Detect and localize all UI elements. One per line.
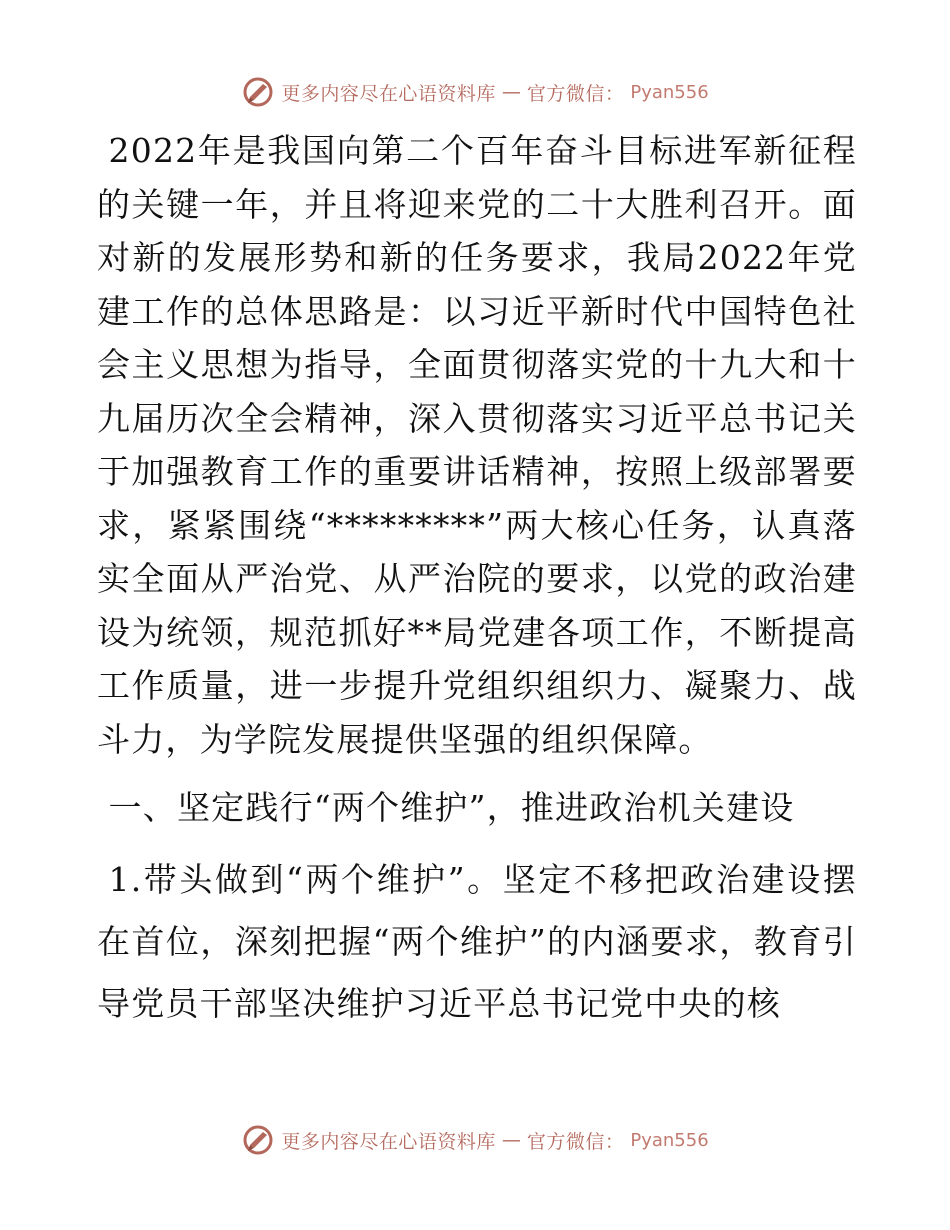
- paragraph-intro: 2022年是我国向第二个百年奋斗目标进军新征程的关键一年，并且将迎来党的二十大胜利召开。面对新的发展形势和新的任务要求，我局2022年党建工作的总体思路是：以习近平新时代中国特色社会主义思想为指导，全面贯彻落实党的十九大和十九届历次全会精神，深入贯彻落实习近平总书记关于加强教育工作的重要讲话精神，按照上级部署要求，紧紧围绕“*********”两大核心任务，认真落实全面从严治党、从严治院的要求，以党的政治建设为统领，规范抓好**局党建各项工作，不断提高工作质量，进一步提升党组织组织力、凝聚力、战斗力，为学院发展提供坚强的组织保障。: [97, 131, 857, 759]
- watermark-handle: Pyan556: [630, 81, 709, 103]
- watermark-text: 更多内容尽在心语资料库: [281, 82, 496, 105]
- document-body: [97, 124, 857, 1035]
- watermark-separator: —: [501, 1129, 521, 1151]
- pen-circle-logo-icon: [241, 75, 275, 109]
- pen-circle-logo-icon: [241, 1123, 275, 1157]
- watermark-separator: —: [501, 81, 521, 103]
- watermark-handle: Pyan556: [630, 1129, 709, 1151]
- watermark-text: 更多内容尽在心语资料库: [281, 1130, 496, 1153]
- watermark-footer: [0, 1120, 950, 1160]
- watermark-label: 官方微信：: [526, 82, 625, 105]
- watermark-label: 官方微信：: [526, 1130, 625, 1153]
- section-heading: 一、坚定践行“两个维护”，推进政治机关建设: [108, 788, 795, 827]
- paragraph-subsection: 1.带头做到“两个维护”。坚定不移把政治建设摆在首位，深刻把握“两个维护”的内涵要求，教育引导党员干部坚决维护习近平总书记党中央的核: [97, 860, 857, 1023]
- watermark-header: [0, 72, 950, 112]
